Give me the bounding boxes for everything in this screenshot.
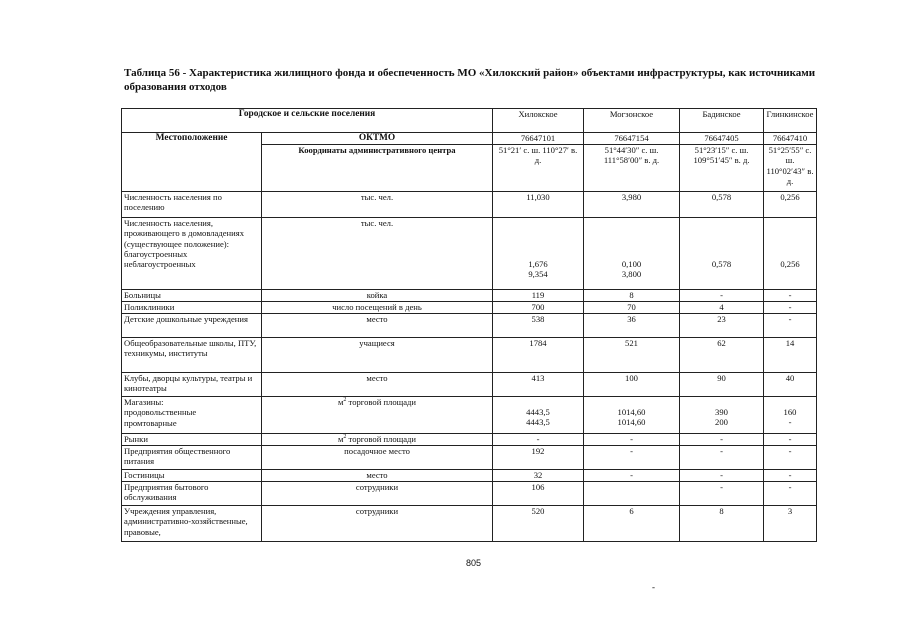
cell-line-1: 1,676 [528,259,548,269]
header-row-oktmo [122,133,817,145]
row-label: Учреждения управления, административно-хозяйственные, правовые, [122,506,262,542]
row-unit: место [262,373,493,397]
cell: 23 [680,314,764,338]
cell: - [764,434,817,446]
cell: 119 [493,290,584,302]
cell: 8 [584,290,680,302]
row-unit: место [262,314,493,338]
cell: 36 [584,314,680,338]
table-row [122,397,817,434]
cell: - [584,446,680,470]
col-header-4: Глинкинское [764,109,817,133]
cell: 32 [493,470,584,482]
table-row [122,290,817,302]
cell: 521 [584,338,680,373]
cell: 1784 [493,338,584,373]
cell [584,482,680,506]
cell: - [680,482,764,506]
col-header-3: Бадинское [680,109,764,133]
cell [493,218,584,290]
unit-m: м [337,434,344,444]
cell: - [680,290,764,302]
row-label: Поликлиники [122,302,262,314]
row-label: Общеобразовательные школы, ПТУ, техникумы, институты [122,338,262,373]
row-label: Детские дошкольные учреждения [122,314,262,338]
row-unit: $м^2$ торговой площади [262,434,493,446]
coords-3: 51°23′15″ с. ш. 109°51′45″ в. д. [680,145,764,192]
page-number: 805 [466,558,482,568]
oktmo-3: 76647405 [680,133,764,145]
cell-line-2: - [788,417,792,428]
table-row [122,482,817,506]
cell-line-1: 160 [783,407,797,417]
cell: 70 [584,302,680,314]
cell-line-2: 1014,60 [617,417,646,428]
row-label: Клубы, дворцы культуры, театры и кинотеатры [122,373,262,397]
row-unit: число посещений в день [262,302,493,314]
cell: 62 [680,338,764,373]
cell: 192 [493,446,584,470]
settlements-header: Городское и сельские поселения [122,109,493,133]
coords-2: 51°44′30″ с. ш. 111°58′00″ в. д. [584,145,680,192]
unit-rest: торговой площади [346,434,417,444]
oktmo-1: 76647101 [493,133,584,145]
cell: - [764,482,817,506]
table-row [122,314,817,338]
row-sublabel-1: благоустроенных [124,248,188,259]
cell: 90 [680,373,764,397]
col-header-1: Хилокское [493,109,584,133]
cell: - [764,446,817,470]
cell [680,218,764,290]
coords-header: Координаты административного центра [262,145,493,192]
cell: 413 [493,373,584,397]
cell-line-1: 4443,5 [526,407,550,417]
cell: - [493,434,584,446]
cell: 538 [493,314,584,338]
cell-line-2: 4443,5 [526,417,550,428]
unit-m: м [337,397,344,407]
cell: 100 [584,373,680,397]
table-title: Таблица 56 - Характеристика жилищного фонда и обеспеченность МО «Хилокский район» объектами инфраструктуры, как источниками образования отходов [124,67,816,93]
cell [680,397,764,434]
row-label [122,397,262,434]
cell: - [764,470,817,482]
unit-rest: торговой площади [346,397,417,407]
infrastructure-table [121,108,817,542]
table-row [122,506,817,542]
row-sublabel-1: продовольственные [124,407,197,418]
cell: - [680,470,764,482]
cell: 4 [680,302,764,314]
coords-4: 51°25′55″ с. ш. 110°02′43″ в. д. [764,145,817,192]
cell: 40 [764,373,817,397]
row-label: Численность населения по поселению [122,192,262,218]
cell: 3 [764,506,817,542]
row-label-main: Численность населения, проживающего в домовладениях (существующее положение): [124,218,245,249]
row-unit: койка [262,290,493,302]
row-unit: $м^2$ торговой площади [262,397,493,434]
table-row [122,470,817,482]
cell [764,397,817,434]
cell: 8 [680,506,764,542]
cell-line-2: 9,354 [528,269,548,280]
cell: - [764,290,817,302]
cell: - [584,470,680,482]
cell-line-2: 200 [715,417,728,428]
row-label: Гостиницы [122,470,262,482]
cell: 700 [493,302,584,314]
location-header: Местоположение [122,133,262,192]
cell: 0,578 [680,192,764,218]
cell-line-1: 0,100 [621,259,642,269]
row-unit: учащиеся [262,338,493,373]
cell: - [584,434,680,446]
row-label: Больницы [122,290,262,302]
row-label-main: Магазины: [124,397,164,407]
oktmo-2: 76647154 [584,133,680,145]
cell: - [680,446,764,470]
row-label [122,218,262,290]
header-row-settlements [122,109,817,133]
table-row [122,338,817,373]
cell: 0,256 [764,192,817,218]
cell: 520 [493,506,584,542]
row-unit: сотрудники [262,506,493,542]
cell-line-1: 390 [715,407,728,417]
table-row [122,192,817,218]
oktmo-header: ОКТМО [262,133,493,145]
row-sublabel-2: неблагоустроенных [124,259,196,270]
cell [584,397,680,434]
table-row [122,446,817,470]
row-label: Рынки [122,434,262,446]
cell [584,218,680,290]
coords-1: 51°21′ с. ш. 110°27′ в. д. [493,145,584,192]
cell [493,397,584,434]
row-label: Предприятия общественного питания [122,446,262,470]
cell: 14 [764,338,817,373]
row-sublabel-2: промтоварные [124,417,177,428]
cell: 106 [493,482,584,506]
cell: - [764,314,817,338]
row-label: Предприятия бытового обслуживания [122,482,262,506]
cell: - [764,302,817,314]
cell-line-2: 0,256 [780,259,800,269]
table-row [122,302,817,314]
table-row [122,434,817,446]
cell-line-2: 0,578 [711,259,732,269]
cell: 3,980 [584,192,680,218]
row-unit: тыс. чел. [262,192,493,218]
table-row [122,373,817,397]
row-unit: тыс. чел. [262,218,493,290]
cell-line-1: 1014,60 [617,407,646,417]
oktmo-4: 76647410 [764,133,817,145]
cell: - [680,434,764,446]
bottom-mark: - [652,582,655,592]
cell [764,218,817,290]
cell: 11,030 [493,192,584,218]
row-unit: посадочное место [262,446,493,470]
col-header-2: Могзонское [584,109,680,133]
table-row [122,218,817,290]
cell: 6 [584,506,680,542]
row-unit: место [262,470,493,482]
row-unit: сотрудники [262,482,493,506]
cell-line-2: 3,800 [621,269,642,280]
